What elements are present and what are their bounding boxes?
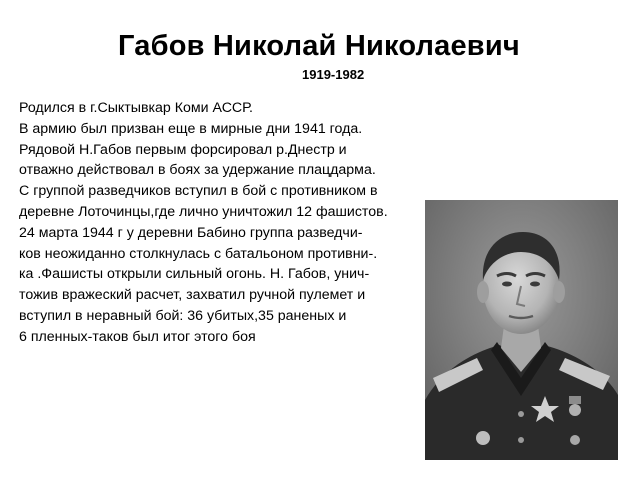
page-title: Габов Николай Николаевич <box>118 30 520 62</box>
bio-line: 24 марта 1944 г у деревни Бабино группа разведчи- <box>19 224 363 241</box>
bio-line: тожив вражеский расчет, захватил ручной пулемет и <box>19 287 366 304</box>
bio-line: Родился в г.Сыктывкар Коми АССР. <box>19 100 253 116</box>
bio-line: В армию был призван еще в мирные дни 1941 года. <box>19 120 363 137</box>
bio-line: Рядовой Н.Габов первым форсировал р.Днестр и <box>19 141 347 158</box>
bio-line: ков неожиданно столкнулась с батальоном противни-. <box>19 245 378 262</box>
life-years: 1919-1982 <box>302 67 365 82</box>
biography-text <box>19 98 459 348</box>
bio-line: ка .Фашисты открыли сильный огонь. Н. Габов, унич- <box>19 266 370 283</box>
bio-line: 6 пленных-таков был итог этого боя <box>19 328 256 345</box>
bio-line: отважно действовал в боях за удержание плацдарма. <box>19 162 376 179</box>
bio-line: вступил в неравный бой: 36 убитых,35 раненых и <box>19 307 347 324</box>
bio-line: С группой разведчиков вступил в бой с противником в <box>19 183 378 200</box>
bio-line: деревне Лоточинцы,где лично уничтожил 12 фашистов. <box>19 203 388 220</box>
